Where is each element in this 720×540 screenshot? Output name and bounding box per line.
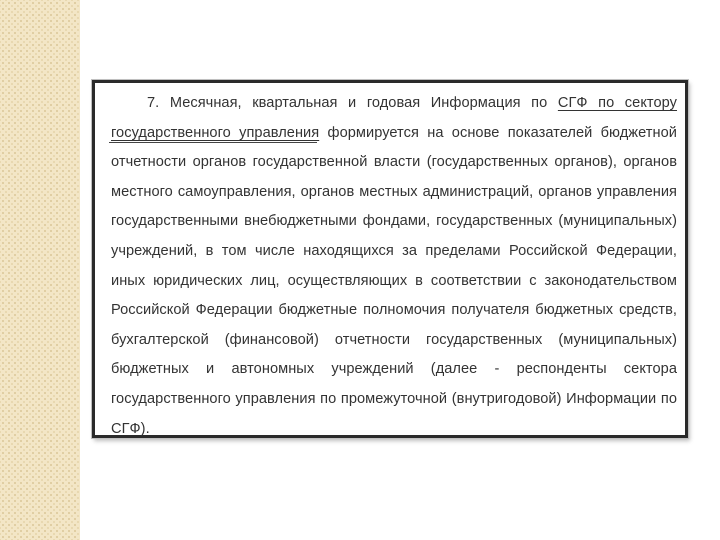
underline-rule [109,142,317,143]
decorative-side-strip [0,0,80,540]
paragraph-lead: 7. Месячная, квартальная и годовая Информация по [147,95,558,111]
document-excerpt [92,80,688,438]
paragraph-body: формируется на основе показателей бюджетной отчетности органов государственной власти (государственных органов), органов местного самоуправления, органов местных администраций, органов управления государственными внебюджетными фондами, государственных (муниципальных) учреждений, в том числе находящихся за пределами Российской Федерации, иных юридических лиц, осуществляющих в соответствии с законодательством Российской Федерации бюджетные полномочия получателя бюджетных средств, бухгалтерской (финансовой) отчетности государственных (муниципальных) бюджетных и автономных учреждений (далее - респонденты сектора государственного управления по промежуточной (внутригодовой) Информации по СГФ). [111,124,678,437]
paragraph-underlined-term: СГФ по сектору государственного управления [111,95,678,141]
